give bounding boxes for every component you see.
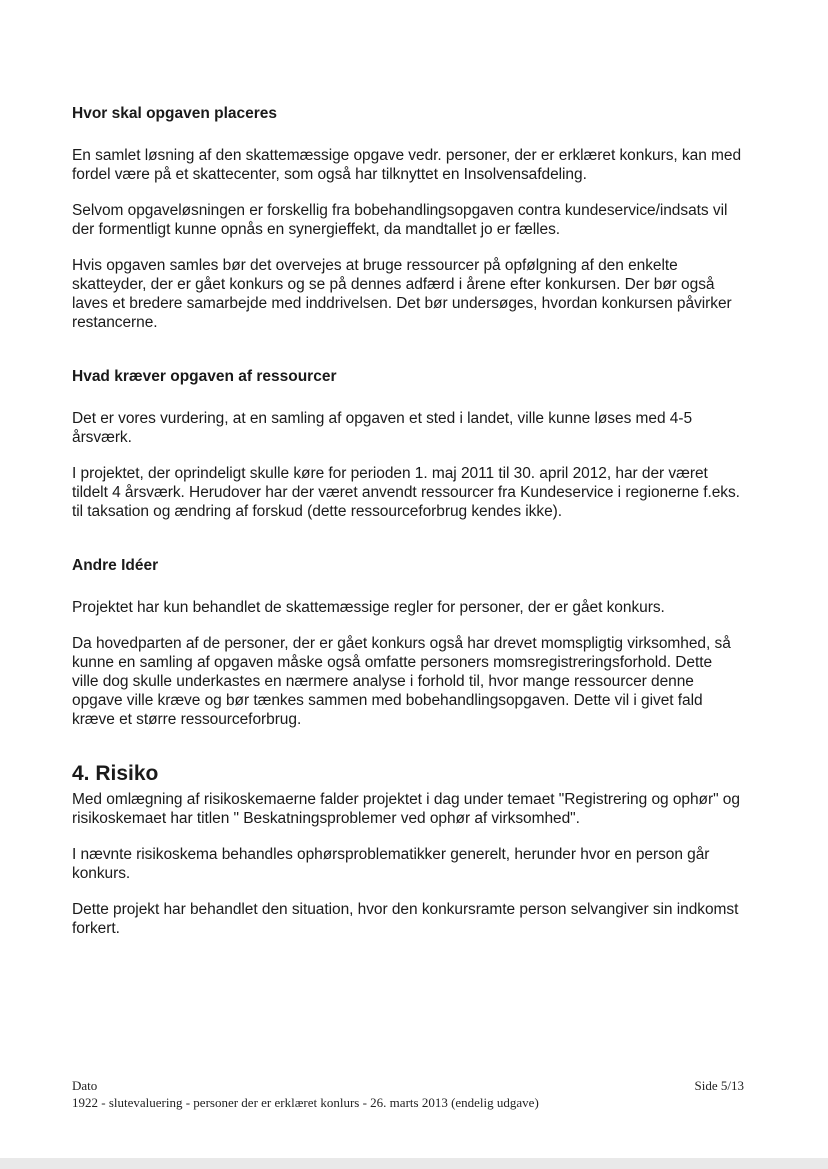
paragraph: I projektet, der oprindeligt skulle køre for perioden 1. maj 2011 til 30. april 2012, har der været tildelt 4 årsværk. Herudover har der været anvendt ressourcer fra Kundeservice i regionerne f.eks. til taksation og ændring af forskud (dette ressourceforbrug kendes ikke).	[72, 465, 740, 520]
paragraph: Dette projekt har behandlet den situation, hvor den konkursramte person selvangiver sin indkomst forkert.	[72, 901, 739, 937]
footer-date-label: Dato	[72, 1078, 98, 1093]
scan-edge	[0, 1158, 828, 1169]
paragraph: Projektet har kun behandlet de skattemæssige regler for personer, der er gået konkurs.	[72, 599, 665, 616]
footer-row	[72, 1077, 744, 1094]
subheading-placement: Hvor skal opgaven placeres	[72, 105, 278, 122]
paragraph: I nævnte risikoskema behandles ophørsproblematikker generelt, herunder hvor en person går konkurs.	[72, 846, 710, 882]
section-heading-risk: 4. Risiko	[72, 762, 159, 785]
subheading-other-ideas: Andre Idéer	[72, 557, 159, 574]
paragraph: Selvom opgaveløsningen er forskellig fra bobehandlingsopgaven contra kundeservice/indsats vil der formentligt kunne opnås en synergieffekt, da mandtallet jo er fælles.	[72, 202, 728, 238]
page-number: Side 5/13	[694, 1078, 744, 1093]
paragraph: Med omlægning af risikoskemaerne falder projektet i dag under temaet "Registrering og ophør" og risikoskemaet har titlen " Beskatningsproblemer ved ophør af virksomhed".	[72, 791, 740, 827]
footer-document-line: 1922 - slutevaluering - personer der er erklæret konlurs - 26. marts 2013 (endelig udgave)	[72, 1095, 539, 1110]
subheading-resources: Hvad kræver opgaven af ressourcer	[72, 368, 337, 385]
spacer	[72, 538, 742, 556]
spacer	[72, 349, 742, 367]
paragraph: Hvis opgaven samles bør det overvejes at bruge ressourcer på opfølgning af den enkelte skatteyder, der er gået konkurs og se på dennes adfærd i årene efter konkursen. Der bør også laves et bredere samarbejde med inddrivelsen. Det bør undersøges, hvordan konkursen påvirker restancerne.	[72, 257, 732, 331]
paragraph: En samlet løsning af den skattemæssige opgave vedr. personer, der er erklæret konkurs, kan med fordel være på et skattecenter, som også har tilknyttet en Insolvensafdeling.	[72, 147, 742, 183]
paragraph: Da hovedparten af de personer, der er gået konkurs også har drevet momspligtig virksomhed, så kunne en samling af opgaven måske også omfatte personers momsregistreringsforhold. Dette ville dog skulle underkastes en nærmere analyse i forhold til, hvor mange ressourcer denne opgave ville kræve og bør tænkes sammen med bobehandlingsopgaven. Dette vil i givet fald kræve et større ressourceforbrug.	[72, 635, 731, 728]
page-content	[72, 104, 742, 955]
paragraph: Det er vores vurdering, at en samling af opgaven et sted i landet, ville kunne løses med 4-5 årsværk.	[72, 410, 693, 446]
page-footer	[72, 1077, 744, 1111]
